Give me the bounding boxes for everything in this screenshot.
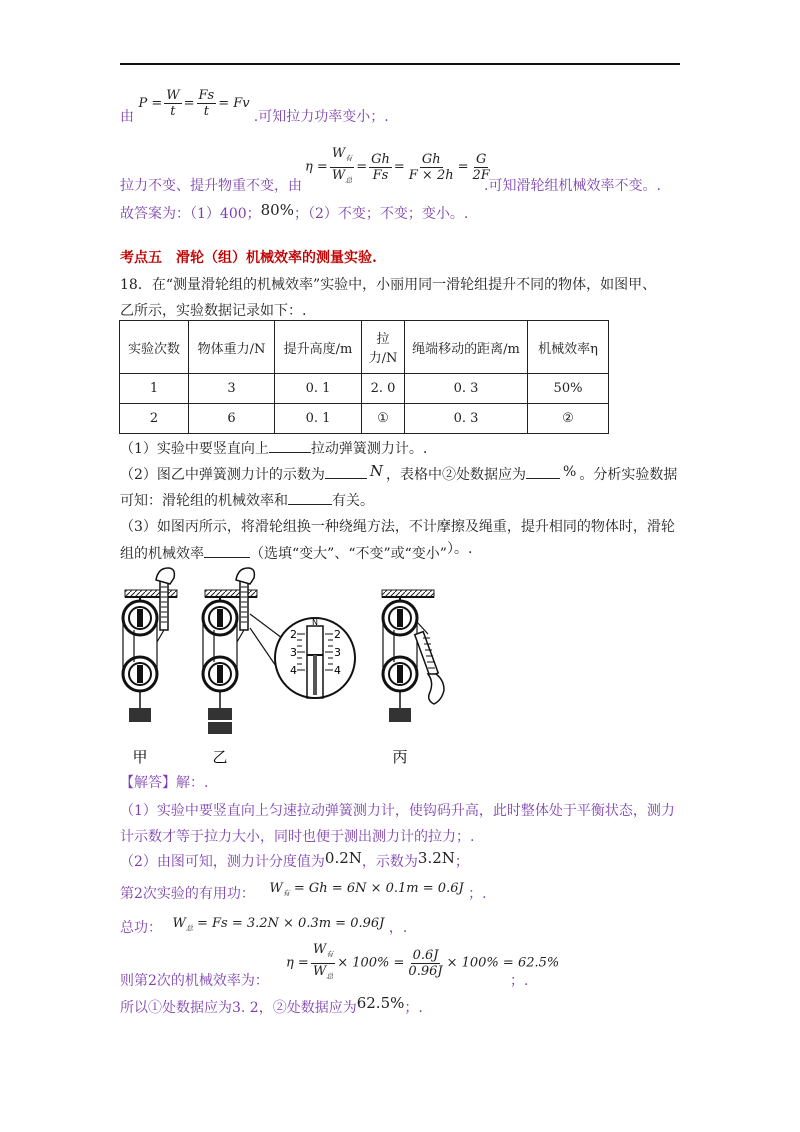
solution-p1b: 计示数才等于拉力大小，同时也便于测出测力计的拉力；. [120,829,475,845]
scale-tick-left: 3 [290,646,297,659]
prev-answer [120,203,468,223]
q1-text: （1）实验中要竖直向上 [120,441,269,457]
q3-line2 [120,543,472,563]
table-cell: 2. 0 [362,374,405,404]
prev-line2-prefix: 拉力不变、提升物重不变，由 [120,178,302,194]
solution-p2: （2）由图可知，测力计分度值为0.2N，示数为3.2N； [120,849,469,870]
header-cell: 实验次数 [120,321,189,374]
useful-work-line: 第2次实验的有用功： $W_有 = Gh = 6N \times 0.1m = 0.6J$ ；. [120,881,487,902]
scale-tick-right: 3 [334,646,341,659]
table-cell: 2 [120,404,189,434]
data-table [119,320,609,434]
total-formula: $W_总 = Fs = 3.2N \times 0.3m = 0.96J$ [172,916,385,933]
header-rule [120,63,680,65]
table-cell: 0. 3 [405,374,528,404]
division-value: 0.2N [324,849,362,867]
table-cell: 6 [189,404,275,434]
power-formula: P = $\frac{W}{t}$ = $\frac{Fs}{t}$ = Fv [138,88,254,119]
eff-end: ；. [510,973,529,989]
table-cell: ① [362,404,405,434]
q2-text-e: 有关。 [332,493,374,509]
table-cell: 50% [528,374,609,404]
p2-mid: ，示数为 [361,854,418,870]
q2-blank-1[interactable] [325,478,367,479]
percent-sign: % [563,464,577,480]
q2-text-c: 。分析实验数据 [579,467,678,483]
q3-text-d: ）。. [446,541,473,557]
section-title: 考点五 滑轮（组）机械效率的测量实验. [120,250,377,266]
efficiency-result: = 62.5% [502,955,560,971]
final-prefix: 所以①处数据应为3. 2，②处数据应为 [120,1000,357,1016]
header-cell: 拉力/N [362,321,405,374]
solution-p1a: （1）实验中要竖直向上匀速拉动弹簧测力计，使钩码升高，此时整体处于平衡状态，测力 [120,803,675,819]
setup-jia [123,568,177,722]
q1-blank[interactable] [269,452,311,453]
answer-suffix: ；（2）不变；不变；变小。. [293,206,469,222]
prev-line1-prefix: 由 [120,109,134,125]
q2-text-a: （2）图乙中弹簧测力计的示数为 [120,467,325,483]
q3-text-c: （选填“变大”、“不变”或“变小” [250,546,447,562]
total-label: 总功： [120,920,162,936]
q2-text-d: 可知：滑轮组的机械效率和 [120,493,288,509]
figure-label-jia: 甲 [132,748,148,766]
figure-label-bing: 丙 [392,748,408,766]
table-row [120,404,609,434]
final-line: 所以①处数据应为3. 2，②处数据应为62.5%；. [120,994,423,1016]
table-row [120,374,609,404]
setup-yi [203,568,282,734]
header-cell: 提升高度/m [275,321,362,374]
answer-value: 80% [260,201,294,219]
prev-line2-suffix: .可知滑轮组机械效率不变。. [484,178,661,194]
table-cell: 3 [189,374,275,404]
header-cell: 机械效率η [528,321,609,374]
q2-text-b: ，表格中②处数据应为 [386,467,527,483]
table-cell: 0. 1 [275,404,362,434]
efficiency-formula: η = $\frac{W_有}{W_总}$ = $\frac{Gh}{Fs}$ = $\frac{Gh}{F \times 2h}$ = $\frac{G}{2F}$ [305,146,490,185]
useful-formula: $W_有 = Gh = 6N \times 0.1m = 0.6J$ [269,881,464,898]
scale-tick-right: 2 [334,628,341,641]
q2-line [120,464,677,484]
setup-bing [382,590,444,722]
q3-text-b: 组的机械效率 [120,546,204,562]
question-line2: 乙所示，实验数据记录如下：. [120,303,307,319]
total-eq: = Fs = 3.2N × 0.3m = 0.96J [196,916,385,931]
useful-eq: = Gh = 6N × 0.1m = 0.6J [293,881,464,896]
q1-line [120,438,427,458]
figure-label-yi: 乙 [212,748,228,766]
table-header-row [120,321,609,374]
header-cell: 物体重力/N [189,321,275,374]
header-cell: 绳端移动的距离/m [405,321,528,374]
scale-unit-label: N [312,618,318,627]
q2-blank-3[interactable] [288,504,332,505]
answer-prefix: 故答案为：（1）400； [120,206,261,222]
q1-end: 拉动弹簧测力计。. [310,441,428,457]
question-line1: 18．在“测量滑轮组的机械效率”实验中，小丽用同一滑轮组提升不同的物体，如图甲、 [120,277,657,293]
table-cell: 1 [120,374,189,404]
prev-line1-suffix: .可知拉力功率变小；. [253,109,389,125]
p2-prefix: （2）由图可知，测力计分度值为 [120,854,325,870]
efficiency-calc: η = $\frac{W_有}{W_总}$ × 100% = $\frac{0.6J}{0.96J}$ × 100% = 62.5% [286,942,560,981]
table-cell: ② [528,404,609,434]
prev-line1 [120,88,389,133]
useful-label: 第2次实验的有用功： [120,886,255,902]
scale-tick-right: 4 [334,664,341,677]
scale-tick-left: 2 [290,628,297,641]
reading-value: 3.2N [417,849,455,867]
q2-blank-2[interactable] [526,478,560,479]
pulley-figure [110,562,460,770]
scale-magnified [275,618,355,698]
q3-blank[interactable] [204,557,250,558]
final-value: 62.5% [356,994,405,1012]
solution-head: 【解答】解：. [120,775,209,791]
q3-line1: （3）如图丙所示，将滑轮组换一种绕绳方法，不计摩擦及绳重，提升相同的物体时，滑轮 [120,519,675,535]
table-cell: 0. 3 [405,404,528,434]
total-work-line: 总功： $W_总 = Fs = 3.2N \times 0.3m = 0.96J$ ，. [120,916,408,936]
newton-unit: N [369,462,384,480]
scale-tick-left: 4 [290,664,297,677]
eff-label: 则第2次的机械效率为： [120,973,269,989]
table-cell: 0. 1 [275,374,362,404]
q2-line2 [120,490,374,510]
